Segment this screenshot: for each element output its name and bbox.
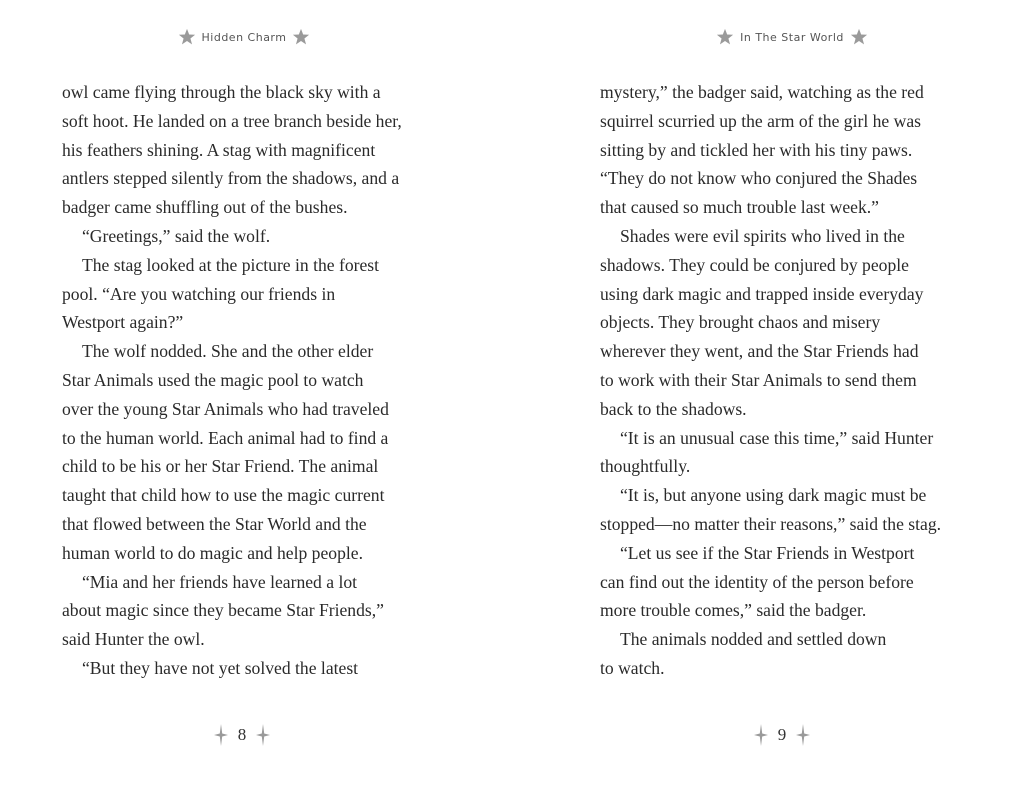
- text-line: “It is, but anyone using dark magic must be: [620, 485, 927, 506]
- body-text-left: [62, 78, 442, 683]
- running-head-title: In The Star World: [740, 30, 844, 44]
- text-line: human world to do magic and help people.: [62, 542, 363, 563]
- text-line: to the human world. Each animal had to find a: [62, 427, 389, 448]
- right-page: [512, 0, 1024, 788]
- page-number: 9: [777, 725, 787, 744]
- text-line: “It is an unusual case this time,” said Hunter: [620, 427, 934, 448]
- text-line: back to the shadows.: [600, 398, 747, 419]
- text-line: over the young Star Animals who had traveled: [62, 398, 389, 419]
- text-line: The stag looked at the picture in the forest: [82, 254, 380, 275]
- text-line: more trouble comes,” said the badger.: [600, 600, 867, 621]
- star-icon: [716, 28, 734, 46]
- text-line: sitting by and tickled her with his tiny paws.: [600, 139, 913, 160]
- sparkle-icon: [214, 724, 228, 746]
- text-line: taught that child how to use the magic current: [62, 485, 385, 506]
- text-line: squirrel scurried up the arm of the girl he was: [600, 110, 921, 131]
- text-line: The animals nodded and settled down: [620, 629, 887, 650]
- star-icon: [178, 28, 196, 46]
- text-line: wherever they went, and the Star Friends had: [600, 341, 919, 362]
- text-line: that flowed between the Star World and the: [62, 513, 367, 534]
- sparkle-icon: [256, 724, 270, 746]
- text-line: antlers stepped silently from the shadows, and a: [62, 168, 400, 189]
- text-line: “Greetings,” said the wolf.: [82, 225, 271, 246]
- body-text-right: [600, 78, 980, 683]
- text-line: Westport again?”: [62, 312, 184, 333]
- text-line: The wolf nodded. She and the other elder: [82, 341, 374, 362]
- text-line: shadows. They could be conjured by people: [600, 254, 909, 275]
- text-line: child to be his or her Star Friend. The animal: [62, 456, 379, 477]
- text-line: badger came shuffling out of the bushes.: [62, 197, 348, 218]
- text-line: pool. “Are you watching our friends in: [62, 283, 336, 304]
- text-line: to work with their Star Animals to send them: [600, 369, 917, 390]
- text-line: “They do not know who conjured the Shades: [600, 168, 918, 189]
- text-line: stopped—no matter their reasons,” said the stag.: [600, 513, 942, 534]
- star-icon: [292, 28, 310, 46]
- text-line: objects. They brought chaos and misery: [600, 312, 881, 333]
- text-line: Star Animals used the magic pool to watch: [62, 369, 364, 390]
- text-line: to watch.: [600, 657, 665, 678]
- text-line: using dark magic and trapped inside everyday: [600, 283, 924, 304]
- text-line: said Hunter the owl.: [62, 629, 205, 650]
- text-line: “Let us see if the Star Friends in Westport: [620, 542, 915, 563]
- text-line: can find out the identity of the person before: [600, 571, 914, 592]
- text-line: “But they have not yet solved the latest: [82, 657, 359, 678]
- text-line: that caused so much trouble last week.”: [600, 197, 879, 218]
- text-line: his feathers shining. A stag with magnificent: [62, 139, 376, 160]
- running-head-left: [0, 28, 500, 46]
- text-line: owl came flying through the black sky with a: [62, 82, 381, 102]
- folio-right: [526, 724, 1024, 746]
- star-icon: [850, 28, 868, 46]
- text-line: mystery,” the badger said, watching as the red: [600, 82, 924, 102]
- page-number: 8: [237, 725, 247, 744]
- running-head-right: [536, 28, 1024, 46]
- sparkle-icon: [754, 724, 768, 746]
- text-line: thoughtfully.: [600, 456, 691, 477]
- text-line: Shades were evil spirits who lived in the: [620, 225, 905, 246]
- sparkle-icon: [796, 724, 810, 746]
- text-line: “Mia and her friends have learned a lot: [82, 571, 358, 592]
- folio-left: [0, 724, 498, 746]
- text-line: about magic since they became Star Friends,”: [62, 600, 384, 621]
- text-line: soft hoot. He landed on a tree branch beside her,: [62, 110, 402, 131]
- running-head-title: Hidden Charm: [201, 30, 287, 44]
